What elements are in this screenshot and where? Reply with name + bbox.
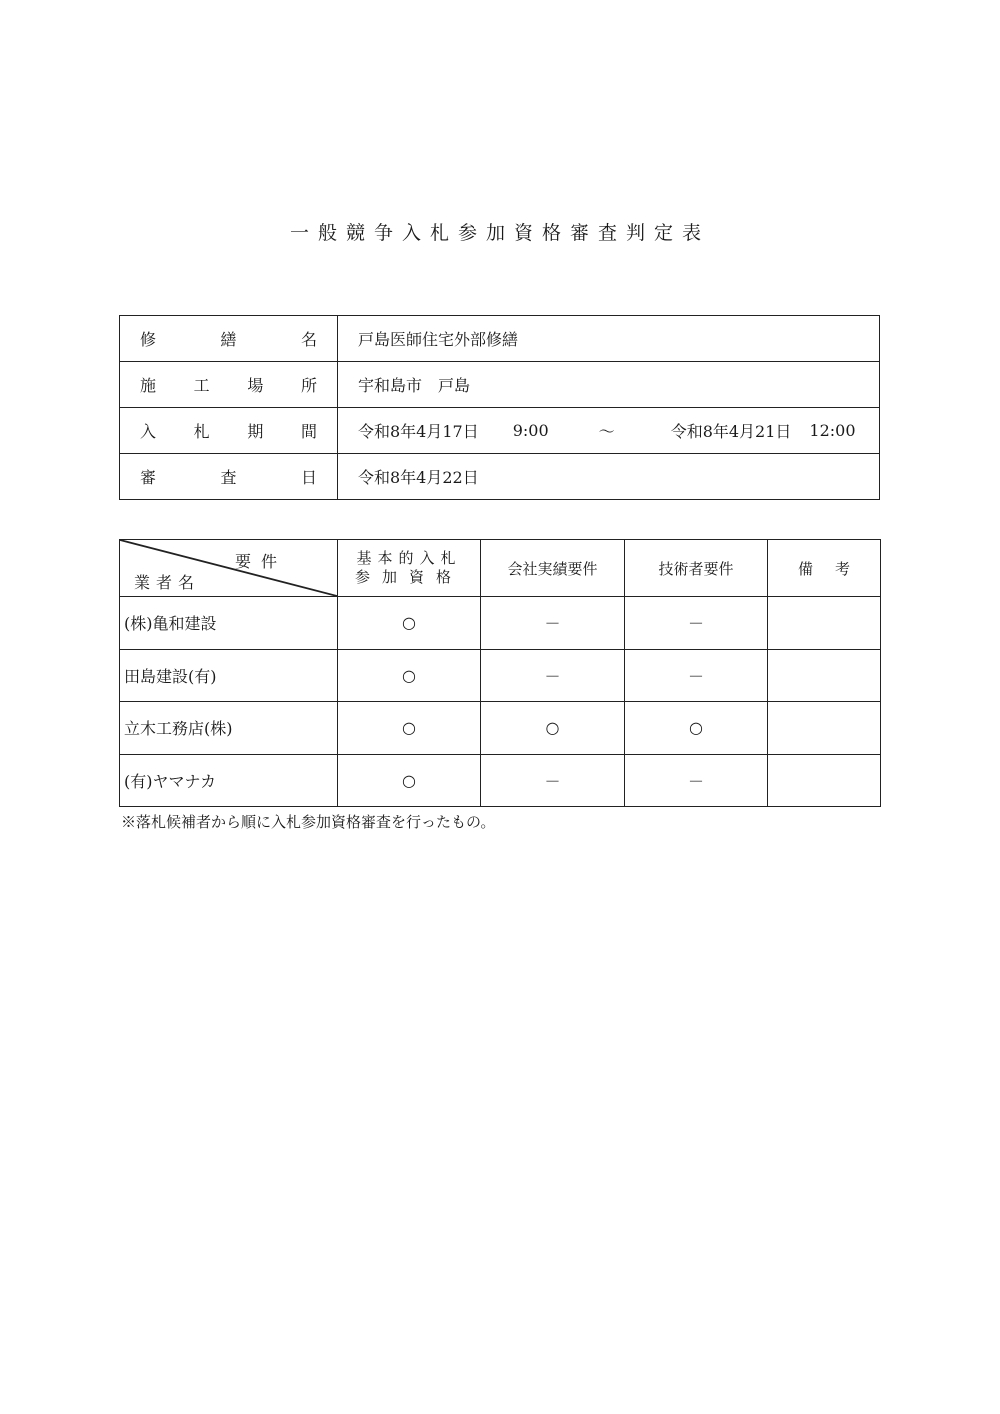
label-char: 札 xyxy=(193,422,210,441)
info-label xyxy=(120,408,338,454)
label-char: 審 xyxy=(140,468,157,487)
label-char: 日 xyxy=(300,468,317,487)
remarks-header: 備 考 xyxy=(768,540,881,597)
label-char: 査 xyxy=(220,468,237,487)
basic-mark: ○ xyxy=(338,702,481,755)
label-char: 期 xyxy=(247,422,264,441)
company-mark: － xyxy=(481,649,625,702)
basic-qualification-header: 基本的入札 参加資格 xyxy=(338,540,481,597)
company-mark: ○ xyxy=(481,702,625,755)
company-name-header: 業者名 xyxy=(134,573,201,592)
label-char: 工 xyxy=(193,376,210,395)
info-row-bid-period xyxy=(120,408,880,454)
requirements-header: 要件 xyxy=(235,552,288,571)
basic-mark: ○ xyxy=(338,597,481,650)
label-char: 修 xyxy=(140,330,157,349)
table-row xyxy=(120,597,881,650)
company-name: 立木工務店(株) xyxy=(120,702,338,755)
period-start-date: 令和8年4月17日 xyxy=(358,422,479,441)
info-label xyxy=(120,454,338,500)
project-info-table xyxy=(119,315,880,500)
results-header-row xyxy=(120,540,881,597)
info-row-review-date xyxy=(120,454,880,500)
remarks-cell xyxy=(768,754,881,807)
tech-mark: － xyxy=(625,649,768,702)
table-row xyxy=(120,649,881,702)
info-row-repair-name xyxy=(120,316,880,362)
company-record-header: 会社実績要件 xyxy=(481,540,625,597)
footnote: ※落札候補者から順に入札参加資格審査を行ったもの。 xyxy=(121,813,496,831)
tech-mark: ○ xyxy=(625,702,768,755)
table-row xyxy=(120,702,881,755)
tech-mark: － xyxy=(625,754,768,807)
company-mark: － xyxy=(481,754,625,807)
diagonal-header-cell xyxy=(120,540,338,597)
info-value: 宇和島市 戸島 xyxy=(338,362,880,408)
info-label xyxy=(120,316,338,362)
info-value: 戸島医師住宅外部修繕 xyxy=(338,316,880,362)
label-char: 繕 xyxy=(220,330,237,349)
label-char: 名 xyxy=(300,330,317,349)
info-row-location xyxy=(120,362,880,408)
basic-mark: ○ xyxy=(338,649,481,702)
label-char: 入 xyxy=(140,422,157,441)
company-name: (有)ヤマナカ xyxy=(120,754,338,807)
company-name: (株)亀和建設 xyxy=(120,597,338,650)
period-end-time: 12:00 xyxy=(809,421,856,440)
label-char: 所 xyxy=(300,376,317,395)
company-mark: － xyxy=(481,597,625,650)
engineer-requirement-header: 技術者要件 xyxy=(625,540,768,597)
document-title: 一般競争入札参加資格審査判定表 xyxy=(289,222,710,244)
company-name: 田島建設(有) xyxy=(120,649,338,702)
label-char: 施 xyxy=(140,376,157,395)
tech-mark: － xyxy=(625,597,768,650)
bid-period xyxy=(358,419,879,442)
period-separator: ～ xyxy=(598,422,615,441)
period-end-date: 令和8年4月21日 xyxy=(670,422,792,441)
table-row xyxy=(120,754,881,807)
label-char: 間 xyxy=(300,422,317,441)
basic-mark: ○ xyxy=(338,754,481,807)
qualification-results-table xyxy=(119,539,881,807)
remarks-cell xyxy=(768,597,881,650)
label-char: 場 xyxy=(247,376,264,395)
info-label xyxy=(120,362,338,408)
info-value: 令和8年4月22日 xyxy=(338,454,880,500)
info-value xyxy=(338,408,880,454)
remarks-cell xyxy=(768,649,881,702)
remarks-cell xyxy=(768,702,881,755)
period-start-time: 9:00 xyxy=(512,421,549,440)
